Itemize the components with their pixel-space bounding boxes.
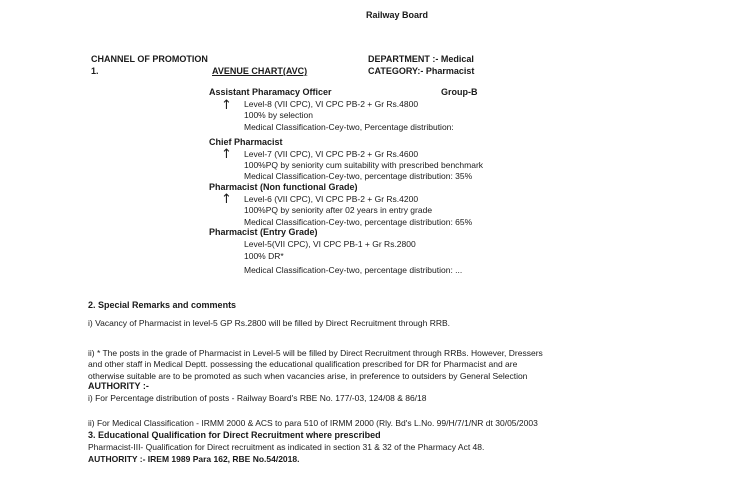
authority-heading: AUTHORITY :- (88, 381, 149, 391)
asst-line-3: Medical Classification-Cey-two, Percentage distribution: (244, 122, 454, 132)
entry-line-2: 100% DR* (244, 251, 284, 261)
remarks-item-1: i) Vacancy of Pharmacist in level-5 GP Rs.2800 will be filled by Direct Recruitment through RRB. (88, 318, 451, 328)
up-arrow-icon: ↑ (221, 98, 232, 113)
channel-of-promotion-label: CHANNEL OF PROMOTION (91, 54, 208, 64)
remarks-item-2-line-3: otherwise suitable are to be promoted as such when vacancies arise, in preference to outsiders by General Selection (88, 371, 528, 381)
chief-line-2: 100%PQ by seniority cum suitability with prescribed benchmark (244, 160, 484, 170)
up-arrow-icon: ↑ (221, 147, 232, 162)
department-label: DEPARTMENT :- Medical (368, 54, 474, 64)
group-label: Group-B (441, 87, 478, 97)
nfg-line-1: Level-6 (VII CPC), VI CPC PB-2 + Gr Rs.4200 (244, 194, 419, 204)
education-authority: AUTHORITY :- IREM 1989 Para 162, RBE No.54/2018. (88, 454, 300, 464)
education-line-1: Pharmacist-III- Qualification for Direct recruitment as indicated in section 31 & 32 of the Pharmacy Act 48. (88, 442, 485, 452)
up-arrow-icon: ↑ (221, 192, 232, 207)
entry-line-3: Medical Classification-Cey-two, percentage distribution: ... (244, 265, 463, 275)
remarks-item-2-line-1: ii) * The posts in the grade of Pharmacist in Level-5 will be filled by Direct Recruitment through RRBs. However, Dressers (88, 348, 543, 358)
chief-line-3: Medical Classification-Cey-two, percentage distribution: 35% (244, 171, 473, 181)
asst-line-2: 100% by selection (244, 110, 313, 120)
category-label: CATEGORY:- Pharmacist (368, 66, 475, 76)
chief-line-1: Level-7 (VII CPC), VI CPC PB-2 + Gr Rs.4600 (244, 149, 419, 159)
nfg-line-3: Medical Classification-Cey-two, percentage distribution: 65% (244, 217, 473, 227)
nfg-pharmacist-title: Pharmacist (Non functional Grade) (209, 182, 358, 192)
item-number: 1. (91, 66, 99, 76)
education-heading: 3. Educational Qualification for Direct Recruitment where prescribed (88, 430, 381, 440)
remarks-item-2-line-2: and other staff in Medical Deptt. possessing the educational qualification prescribed for DR for Pharmacist and are (88, 359, 518, 369)
authority-item-2: ii) For Medical Classification - IRMM 2000 & ACS to para 510 of IRMM 2000 (Rly. Bd's L.No. 99/H/7/1/NR dt 30/05/2003 (88, 418, 538, 428)
remarks-heading: 2. Special Remarks and comments (88, 300, 237, 310)
page-title: Railway Board (366, 10, 429, 20)
asst-pharmacy-officer-title: Assistant Pharamacy Officer (209, 87, 332, 97)
entry-line-1: Level-5(VII CPC), VI CPC PB-1 + Gr Rs.2800 (244, 239, 416, 249)
authority-item-1: i) For Percentage distribution of posts - Railway Board's RBE No. 177/-03, 124/08 & 86/18 (88, 393, 427, 403)
avenue-chart-heading: AVENUE CHART(AVC) (212, 66, 308, 76)
chief-pharmacist-title: Chief Pharmacist (209, 137, 283, 147)
entry-pharmacist-title: Pharmacist (Entry Grade) (209, 227, 318, 237)
asst-line-1: Level-8 (VII CPC), VI CPC PB-2 + Gr Rs.4800 (244, 99, 419, 109)
nfg-line-2: 100%PQ by seniority after 02 years in entry grade (244, 205, 433, 215)
